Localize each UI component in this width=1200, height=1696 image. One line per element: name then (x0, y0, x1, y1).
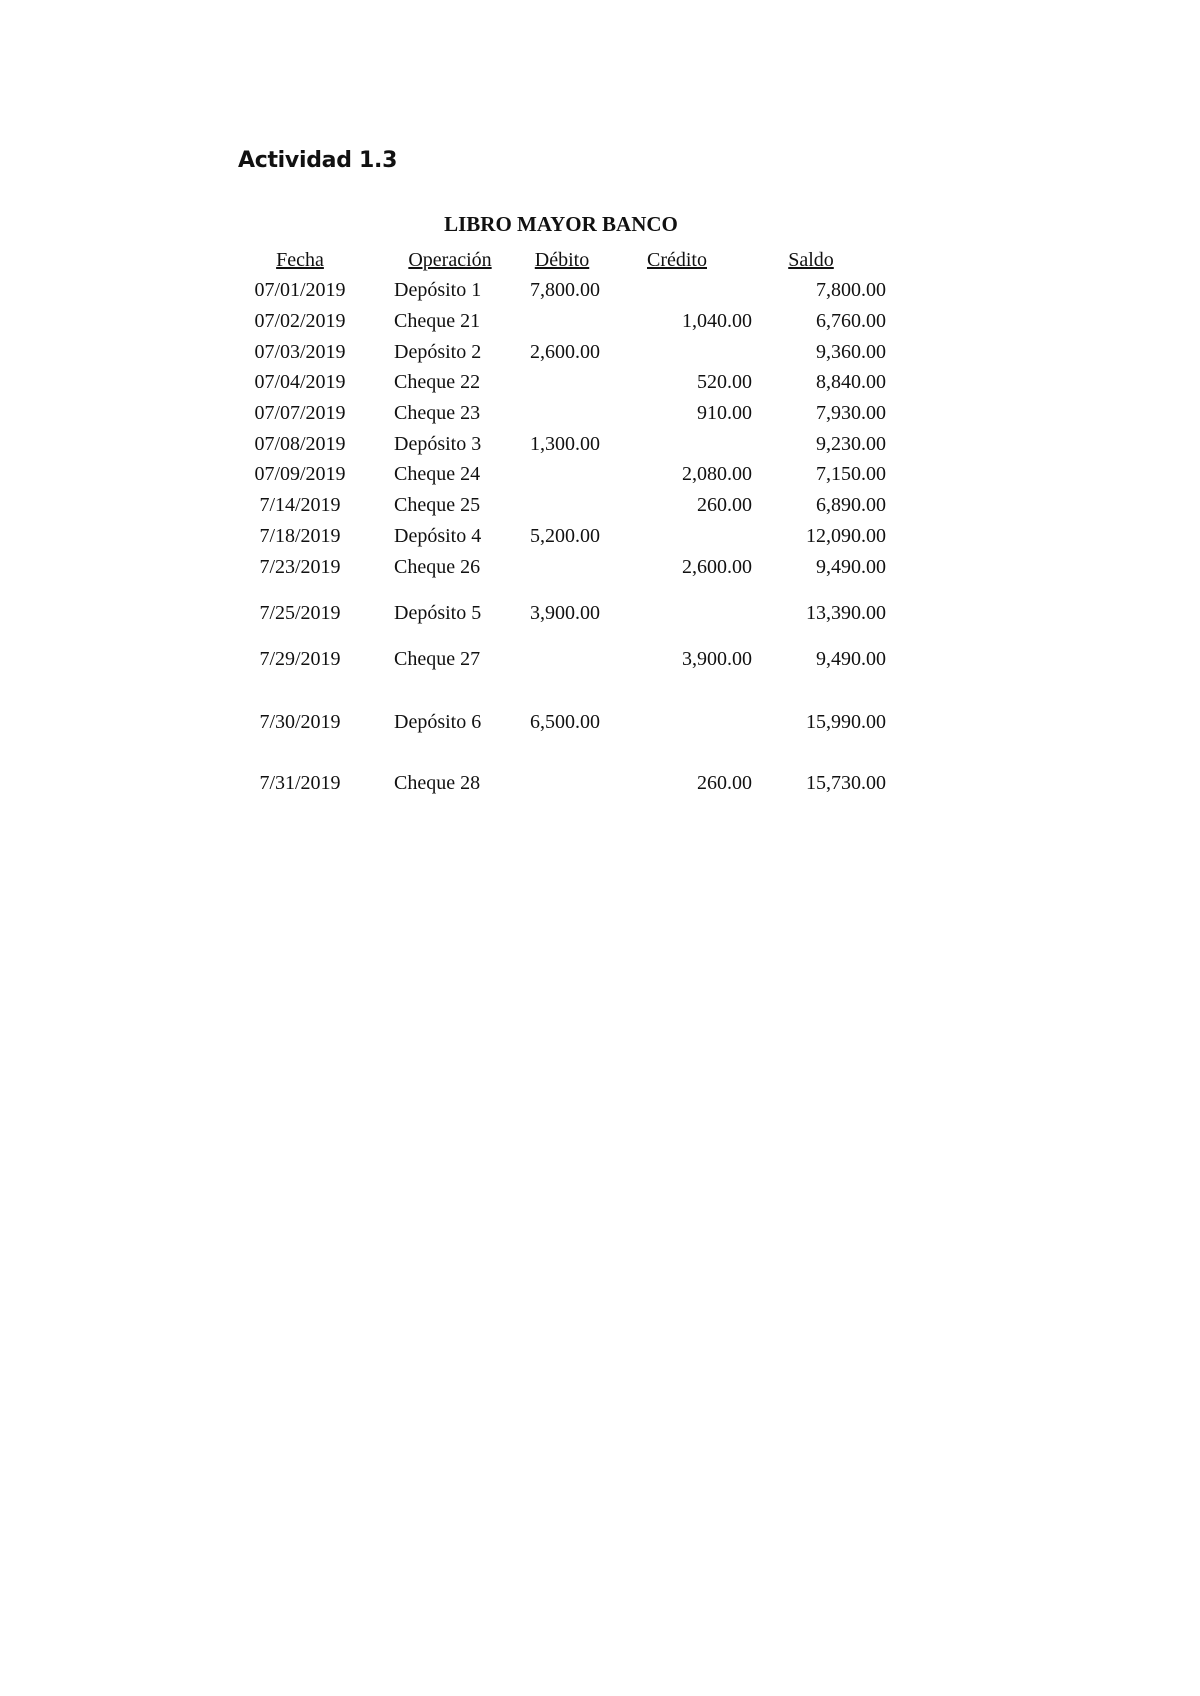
cell-saldo: 7,150.00 (816, 463, 886, 485)
cell-saldo: 15,730.00 (806, 772, 886, 794)
cell-saldo: 9,230.00 (816, 433, 886, 455)
cell-saldo: 9,360.00 (816, 341, 886, 363)
cell-fecha: 07/01/2019 (254, 279, 346, 301)
cell-fecha: 07/07/2019 (254, 402, 346, 424)
cell-debito: 1,300.00 (530, 433, 600, 455)
cell-operacion: Depósito 1 (394, 279, 482, 301)
cell-fecha: 07/02/2019 (254, 310, 346, 332)
ledger-title: LIBRO MAYOR BANCO (444, 212, 678, 236)
cell-fecha: 07/04/2019 (254, 371, 346, 393)
cell-fecha: 7/23/2019 (259, 556, 341, 578)
header-saldo: Saldo (788, 249, 834, 271)
cell-credito: 260.00 (697, 772, 752, 794)
cell-credito: 910.00 (697, 402, 752, 424)
cell-saldo: 9,490.00 (816, 648, 886, 670)
cell-fecha: 7/29/2019 (259, 648, 341, 670)
cell-debito: 6,500.00 (530, 711, 600, 733)
cell-credito: 260.00 (697, 494, 752, 516)
cell-saldo: 7,800.00 (816, 279, 886, 301)
cell-operacion: Depósito 5 (394, 602, 482, 624)
cell-credito: 2,600.00 (682, 556, 752, 578)
cell-fecha: 7/14/2019 (259, 494, 341, 516)
header-debito: Débito (534, 249, 590, 271)
cell-debito: 5,200.00 (530, 525, 600, 547)
cell-operacion: Cheque 28 (394, 772, 481, 794)
cell-operacion: Cheque 22 (394, 371, 481, 393)
cell-debito: 2,600.00 (530, 341, 600, 363)
cell-operacion: Cheque 21 (394, 310, 481, 332)
cell-credito: 3,900.00 (682, 648, 752, 670)
cell-saldo: 7,930.00 (816, 402, 886, 424)
cell-debito: 3,900.00 (530, 602, 600, 624)
cell-debito: 7,800.00 (530, 279, 600, 301)
header-credito: Crédito (647, 249, 707, 271)
cell-credito: 2,080.00 (682, 463, 752, 485)
cell-operacion: Cheque 25 (394, 494, 481, 516)
cell-operacion: Depósito 6 (394, 711, 482, 733)
cell-saldo: 9,490.00 (816, 556, 886, 578)
cell-fecha: 7/18/2019 (259, 525, 341, 547)
cell-saldo: 6,760.00 (816, 310, 886, 332)
activity-title: Actividad 1.3 (238, 148, 398, 173)
cell-operacion: Depósito 4 (394, 525, 482, 547)
cell-operacion: Cheque 23 (394, 402, 481, 424)
cell-saldo: 13,390.00 (806, 602, 886, 624)
cell-operacion: Depósito 2 (394, 341, 482, 363)
cell-fecha: 07/09/2019 (254, 463, 346, 485)
cell-saldo: 15,990.00 (806, 711, 886, 733)
cell-saldo: 8,840.00 (816, 371, 886, 393)
cell-fecha: 7/25/2019 (259, 602, 341, 624)
cell-fecha: 7/31/2019 (259, 772, 341, 794)
cell-credito: 1,040.00 (682, 310, 752, 332)
cell-operacion: Cheque 26 (394, 556, 481, 578)
cell-operacion: Cheque 27 (394, 648, 481, 670)
cell-fecha: 7/30/2019 (259, 711, 341, 733)
cell-saldo: 12,090.00 (806, 525, 886, 547)
cell-fecha: 07/03/2019 (254, 341, 346, 363)
cell-fecha: 07/08/2019 (254, 433, 346, 455)
cell-operacion: Cheque 24 (394, 463, 481, 485)
header-operacion: Operación (408, 249, 492, 271)
cell-credito: 520.00 (697, 371, 752, 393)
cell-saldo: 6,890.00 (816, 494, 886, 516)
cell-operacion: Depósito 3 (394, 433, 482, 455)
header-fecha: Fecha (276, 249, 324, 271)
